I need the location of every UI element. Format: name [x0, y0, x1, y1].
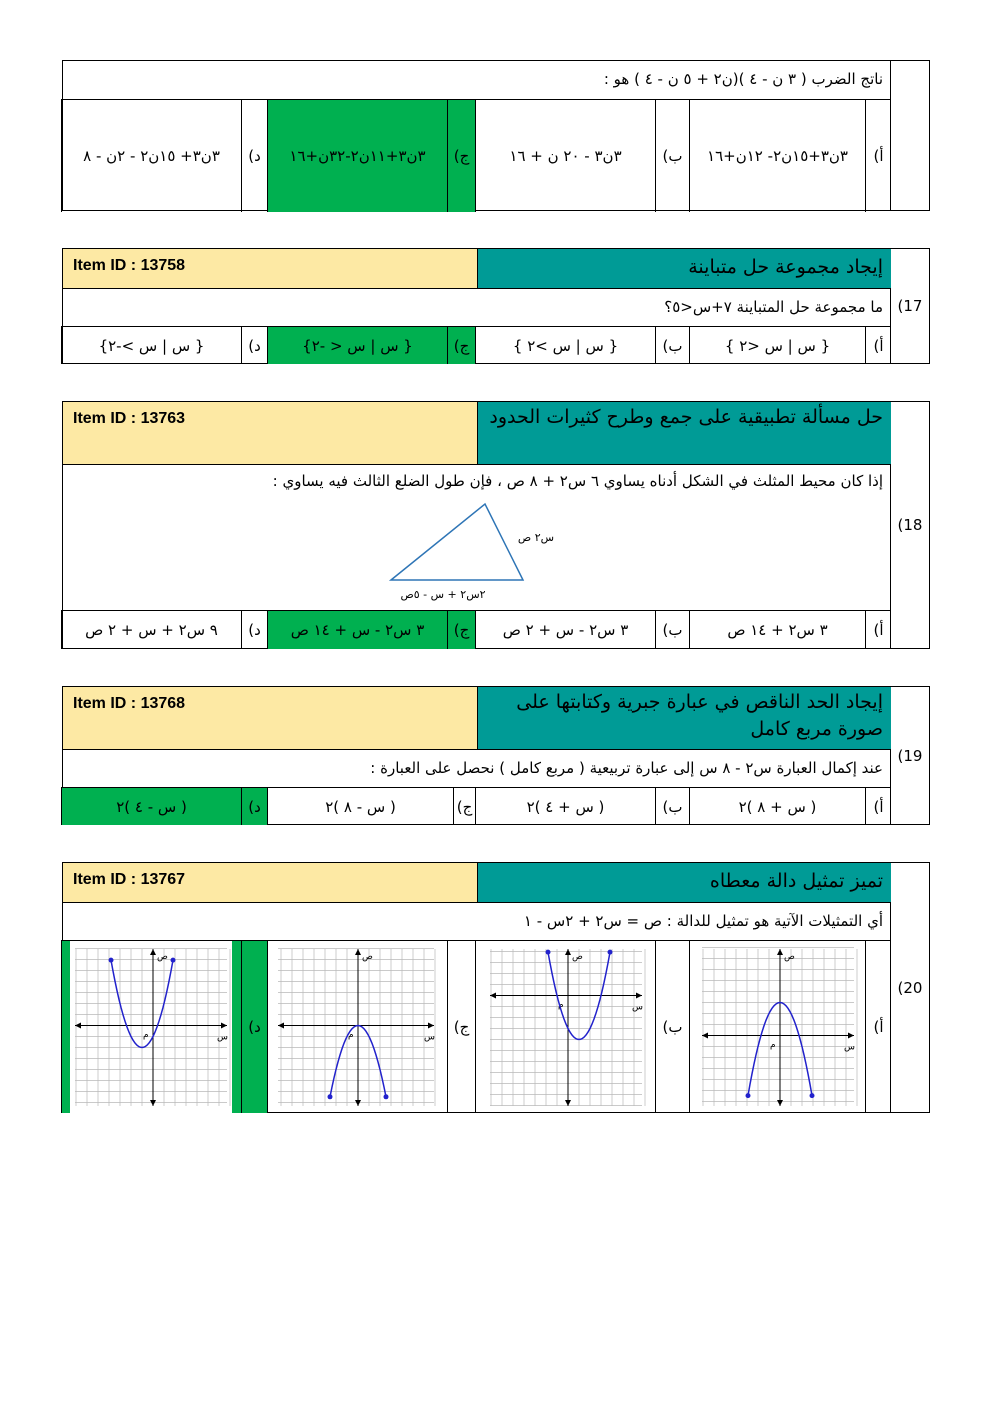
- q18-stem: إذا كان محيط المثلث في الشكل أدناه يساوي ٦ س٢ + ٨ ص ، فإن طول الضلع الثالث فيه يساوي :: [63, 464, 891, 610]
- question-16: [62, 60, 930, 211]
- q16-option-d[interactable]: ٣ن٣+ ١٥ن٢ - ٢ن - ٨: [61, 99, 241, 212]
- q17-label-b: ب): [655, 326, 689, 364]
- y-axis-label: ص: [157, 952, 168, 962]
- origin-label: م: [143, 1030, 149, 1041]
- q20-item-id: Item ID : 13767: [63, 863, 478, 902]
- q17-option-c-correct[interactable]: { س | س < -٢}: [267, 326, 447, 364]
- q16-label-b: ب): [655, 99, 689, 212]
- curve-arrow-end: [810, 1093, 815, 1098]
- curve-arrow-end: [328, 1094, 333, 1099]
- q18-label-c: ج): [447, 610, 475, 649]
- q16-option-c-correct[interactable]: ٣ن٣+١١ن٢-٣٢ن+١٦: [267, 99, 447, 212]
- q19-label-d: د): [241, 787, 267, 825]
- triangle-shape: [391, 504, 523, 580]
- q20-stem: أي التمثيلات الآتية هو تمثيل للدالة : ص = س٢ + ٢س - ١: [63, 902, 891, 940]
- q20-label-d: د): [241, 940, 267, 1113]
- q17-option-a[interactable]: { س | س <٢ }: [689, 326, 865, 364]
- q17-label-d: د): [241, 326, 267, 364]
- q19-option-c[interactable]: ( س - ٨ )٢: [267, 787, 453, 825]
- q20-option-d-correct[interactable]: [61, 940, 241, 1113]
- q20-option-a[interactable]: [689, 940, 865, 1113]
- q16-label-c: ج): [447, 99, 475, 212]
- q18-number: 18): [890, 402, 929, 648]
- q19-label-a: أ): [865, 787, 891, 825]
- q18-label-d: د): [241, 610, 267, 649]
- curve-arrow-end: [746, 1093, 751, 1098]
- q16-option-b[interactable]: ٣ن٣ - ٢٠ ن + ١٦: [475, 99, 655, 212]
- origin-label: م: [770, 1040, 776, 1051]
- y-arrow: [355, 1100, 361, 1106]
- q17-option-b[interactable]: { س | س >٢ }: [475, 326, 655, 364]
- q18-label-b: ب): [655, 610, 689, 649]
- x-arrow: [221, 1023, 227, 1029]
- question-18: [62, 401, 930, 649]
- graph-c: [274, 945, 438, 1110]
- curve-arrow-end: [546, 950, 551, 955]
- q16-label-d: د): [241, 99, 267, 212]
- q19-option-b[interactable]: ( س + ٤ )٢: [475, 787, 655, 825]
- q16-option-a[interactable]: ٣ن٣+١٥ن٢- ١٢ن+١٦: [689, 99, 865, 212]
- q20-label-a: أ): [865, 940, 891, 1113]
- y-axis-label: ص: [572, 952, 583, 962]
- q19-item-id: Item ID : 13768: [63, 687, 478, 749]
- triangle-base-label: ٢س٢ + س - ٥ص: [400, 588, 486, 601]
- q19-stem: عند إكمال العبارة س٢ - ٨ س إلى عبارة تربيعية ( مربع كامل ) نحصل على العبارة :: [63, 749, 891, 787]
- q19-label-b: ب): [655, 787, 689, 825]
- q17-item-id: Item ID : 13758: [63, 249, 478, 288]
- q18-label-a: أ): [865, 610, 891, 649]
- curve-arrow-end: [384, 1094, 389, 1099]
- graph-d: [71, 945, 231, 1110]
- y-arrow: [565, 1100, 571, 1106]
- x-arrow: [428, 1023, 434, 1029]
- q18-item-id: Item ID : 13763: [63, 402, 478, 464]
- q17-label-a: أ): [865, 326, 891, 364]
- q18-option-a[interactable]: ٣ س٢ + ١٤ ص: [689, 610, 865, 649]
- q18-topic: حل مسألة تطبيقية على جمع وطرح كثيرات الحدود: [477, 402, 891, 464]
- q18-option-d[interactable]: ٩ س٢ + س + ٢ ص: [61, 610, 241, 649]
- curve-arrow-end: [608, 950, 613, 955]
- triangle-side-label: س٢ ص: [517, 531, 555, 544]
- q17-number: 17): [890, 249, 929, 363]
- x-axis-label: س: [844, 1042, 855, 1053]
- x-axis-label: س: [424, 1032, 435, 1043]
- y-arrow: [150, 949, 156, 955]
- q20-number: 20): [890, 863, 929, 1112]
- q18-option-c-correct[interactable]: ٣ س٢ - س + ١٤ ص: [267, 610, 447, 649]
- q17-option-d[interactable]: { س | س >-٢}: [61, 326, 241, 364]
- q19-number: 19): [890, 687, 929, 824]
- q17-label-c: ج): [447, 326, 475, 364]
- curve-arrow-end: [109, 958, 114, 963]
- q18-option-b[interactable]: ٣ س٢ - س + ٢ ص: [475, 610, 655, 649]
- y-arrow: [777, 1100, 783, 1106]
- q20-label-b: ب): [655, 940, 689, 1113]
- question-17: [62, 248, 930, 364]
- y-arrow: [777, 949, 783, 955]
- q20-option-c[interactable]: [267, 940, 447, 1113]
- curve-arrow-end: [171, 958, 176, 963]
- y-arrow: [150, 1100, 156, 1106]
- y-axis-label: ص: [784, 952, 795, 962]
- graph-a: [698, 945, 858, 1110]
- triangle-figure: [381, 498, 571, 604]
- y-arrow: [355, 949, 361, 955]
- q19-option-a[interactable]: ( س + ٨ )٢: [689, 787, 865, 825]
- q19-topic: إيجاد الحد الناقص في عبارة جبرية وكتابتها على صورة مربع كامل: [477, 687, 891, 749]
- q19-label-c: ج): [453, 787, 475, 825]
- q16-label-a: أ): [865, 99, 891, 212]
- x-arrow: [636, 993, 642, 999]
- x-axis-label: س: [632, 1002, 643, 1013]
- graph-b: [486, 945, 646, 1110]
- x-axis-label: س: [217, 1032, 228, 1043]
- question-20: [62, 862, 930, 1113]
- q17-topic: إيجاد مجموعة حل متباينة: [477, 249, 891, 288]
- q19-option-d-correct[interactable]: ( س - ٤ )٢: [61, 787, 241, 825]
- origin-label: م: [558, 1000, 564, 1011]
- y-arrow: [565, 949, 571, 955]
- q20-label-c: ج): [447, 940, 475, 1113]
- y-axis-label: ص: [362, 952, 373, 962]
- q16-stem: ناتج الضرب ( ٣ ن - ٤ )(ن٢ + ٥ ن - ٤ ) هو :: [603, 70, 883, 88]
- q16-number-cell: [890, 61, 929, 210]
- question-19: [62, 686, 930, 825]
- q20-topic: تميز تمثيل دالة معطاه: [477, 863, 891, 902]
- q20-option-b[interactable]: [475, 940, 655, 1113]
- q17-stem: ما مجموعة حل المتباينة ٧+س<٥؟: [63, 288, 891, 326]
- x-arrow: [848, 1033, 854, 1039]
- origin-label: م: [348, 1030, 354, 1041]
